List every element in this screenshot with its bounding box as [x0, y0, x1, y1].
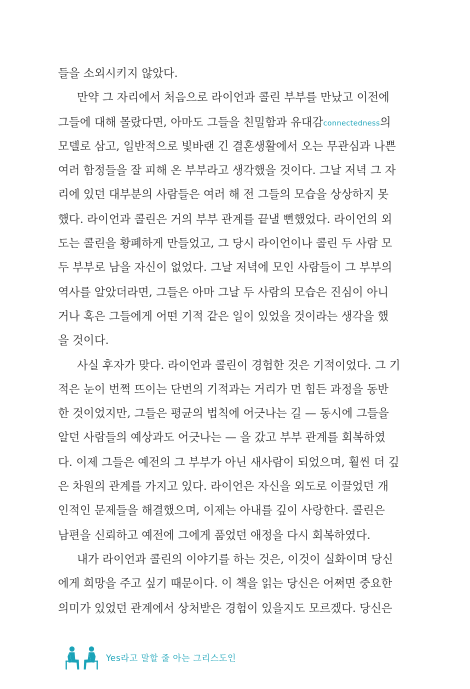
- text-line-with-gloss: [58, 111, 411, 135]
- page-footer: [62, 645, 236, 671]
- text-line: 들을 소외시키지 않았다.: [58, 67, 178, 80]
- book-title: Yes라고 말할 줄 아는 그리스도인: [106, 654, 237, 664]
- text-line: 했다. 라이언과 콜린은 거의 부부 관계를 끝낼 뻔했었다. 라이언의 외: [58, 212, 393, 226]
- text-line: 알던 사람들의 예상과도 어긋나는 — 을 갔고 부부 관계를 회복하였: [58, 431, 386, 445]
- text-line: 에게 희망을 주고 싶기 때문이다. 이 책을 읽는 당신은 어쩌면 중요한: [58, 577, 393, 591]
- text-line: 인적인 문제들을 해결했으며, 이제는 아내를 깊이 사랑한다. 콜린은: [58, 504, 385, 518]
- text-line: 을 것이다.: [58, 334, 109, 348]
- text-line: 거나 혹은 그들에게 어떤 기적 같은 일이 있었을 것이라는 생각을 했: [58, 309, 389, 323]
- text-line: 모델로 삼고, 일반적으로 빛바랜 긴 결혼생활에서 오는 무관심과 나쁜: [58, 139, 396, 153]
- text-line: 내가 라이언과 콜린의 이야기를 하는 것은, 이것이 실화이며 당신: [77, 552, 394, 566]
- text-line: 적은 눈이 번쩍 뜨이는 단번의 기적과는 거리가 먼 힘든 과정을 동반: [58, 382, 389, 396]
- text-line: 사실 후자가 맞다. 라이언과 콜린이 경험한 것은 기적이었다. 그 기: [77, 358, 401, 372]
- text-line: 다. 이제 그들은 예전의 그 부부가 아닌 새사람이 되었으며, 훨씬 더 깊: [58, 455, 400, 469]
- text-line: 만약 그 자리에서 처음으로 라이언과 콜린 부부를 만났고 이전에: [77, 91, 390, 105]
- two-seated-figures-icon: [62, 645, 102, 671]
- text-line: 의미가 있었던 관계에서 상처받은 경험이 있을지도 모르겠다. 당신은: [58, 601, 393, 615]
- english-gloss: connectedness: [323, 118, 380, 128]
- text-line: 역사를 알았더라면, 그들은 아마 그날 두 사람의 모습은 진심이 아니: [58, 285, 389, 299]
- text-line: 도는 콜린을 황폐하게 만들었고, 그 당시 라이언이나 콜린 두 사람 모: [58, 237, 393, 251]
- text-line: 리에 있던 대부분의 사람들은 여러 해 전 그들의 모습을 상상하지 못: [58, 188, 389, 202]
- text-segment: 그들에 대해 몰랐다면, 아마도 그들을 친밀함과 유대감: [58, 115, 324, 129]
- text-line: 한 것이었지만, 그들은 평균의 법칙에 어긋나는 길 — 동시에 그들을: [58, 407, 389, 421]
- text-line: 두 부부로 남을 자신이 없었다. 그날 저녁에 모인 사람들이 그 부부의: [58, 261, 393, 275]
- body-text: [58, 62, 411, 621]
- text-segment: 의: [379, 115, 391, 129]
- text-line: 여러 함정들을 잘 피해 온 부부라고 생각했을 것이다. 그날 저녁 그 자: [58, 164, 396, 178]
- text-line: 은 차원의 관계를 가지고 있다. 라이언은 자신을 외도로 이끌었던 개: [58, 480, 389, 494]
- text-line: 남편을 신뢰하고 예전에 그에게 품었던 애정을 다시 회복하였다.: [58, 528, 371, 542]
